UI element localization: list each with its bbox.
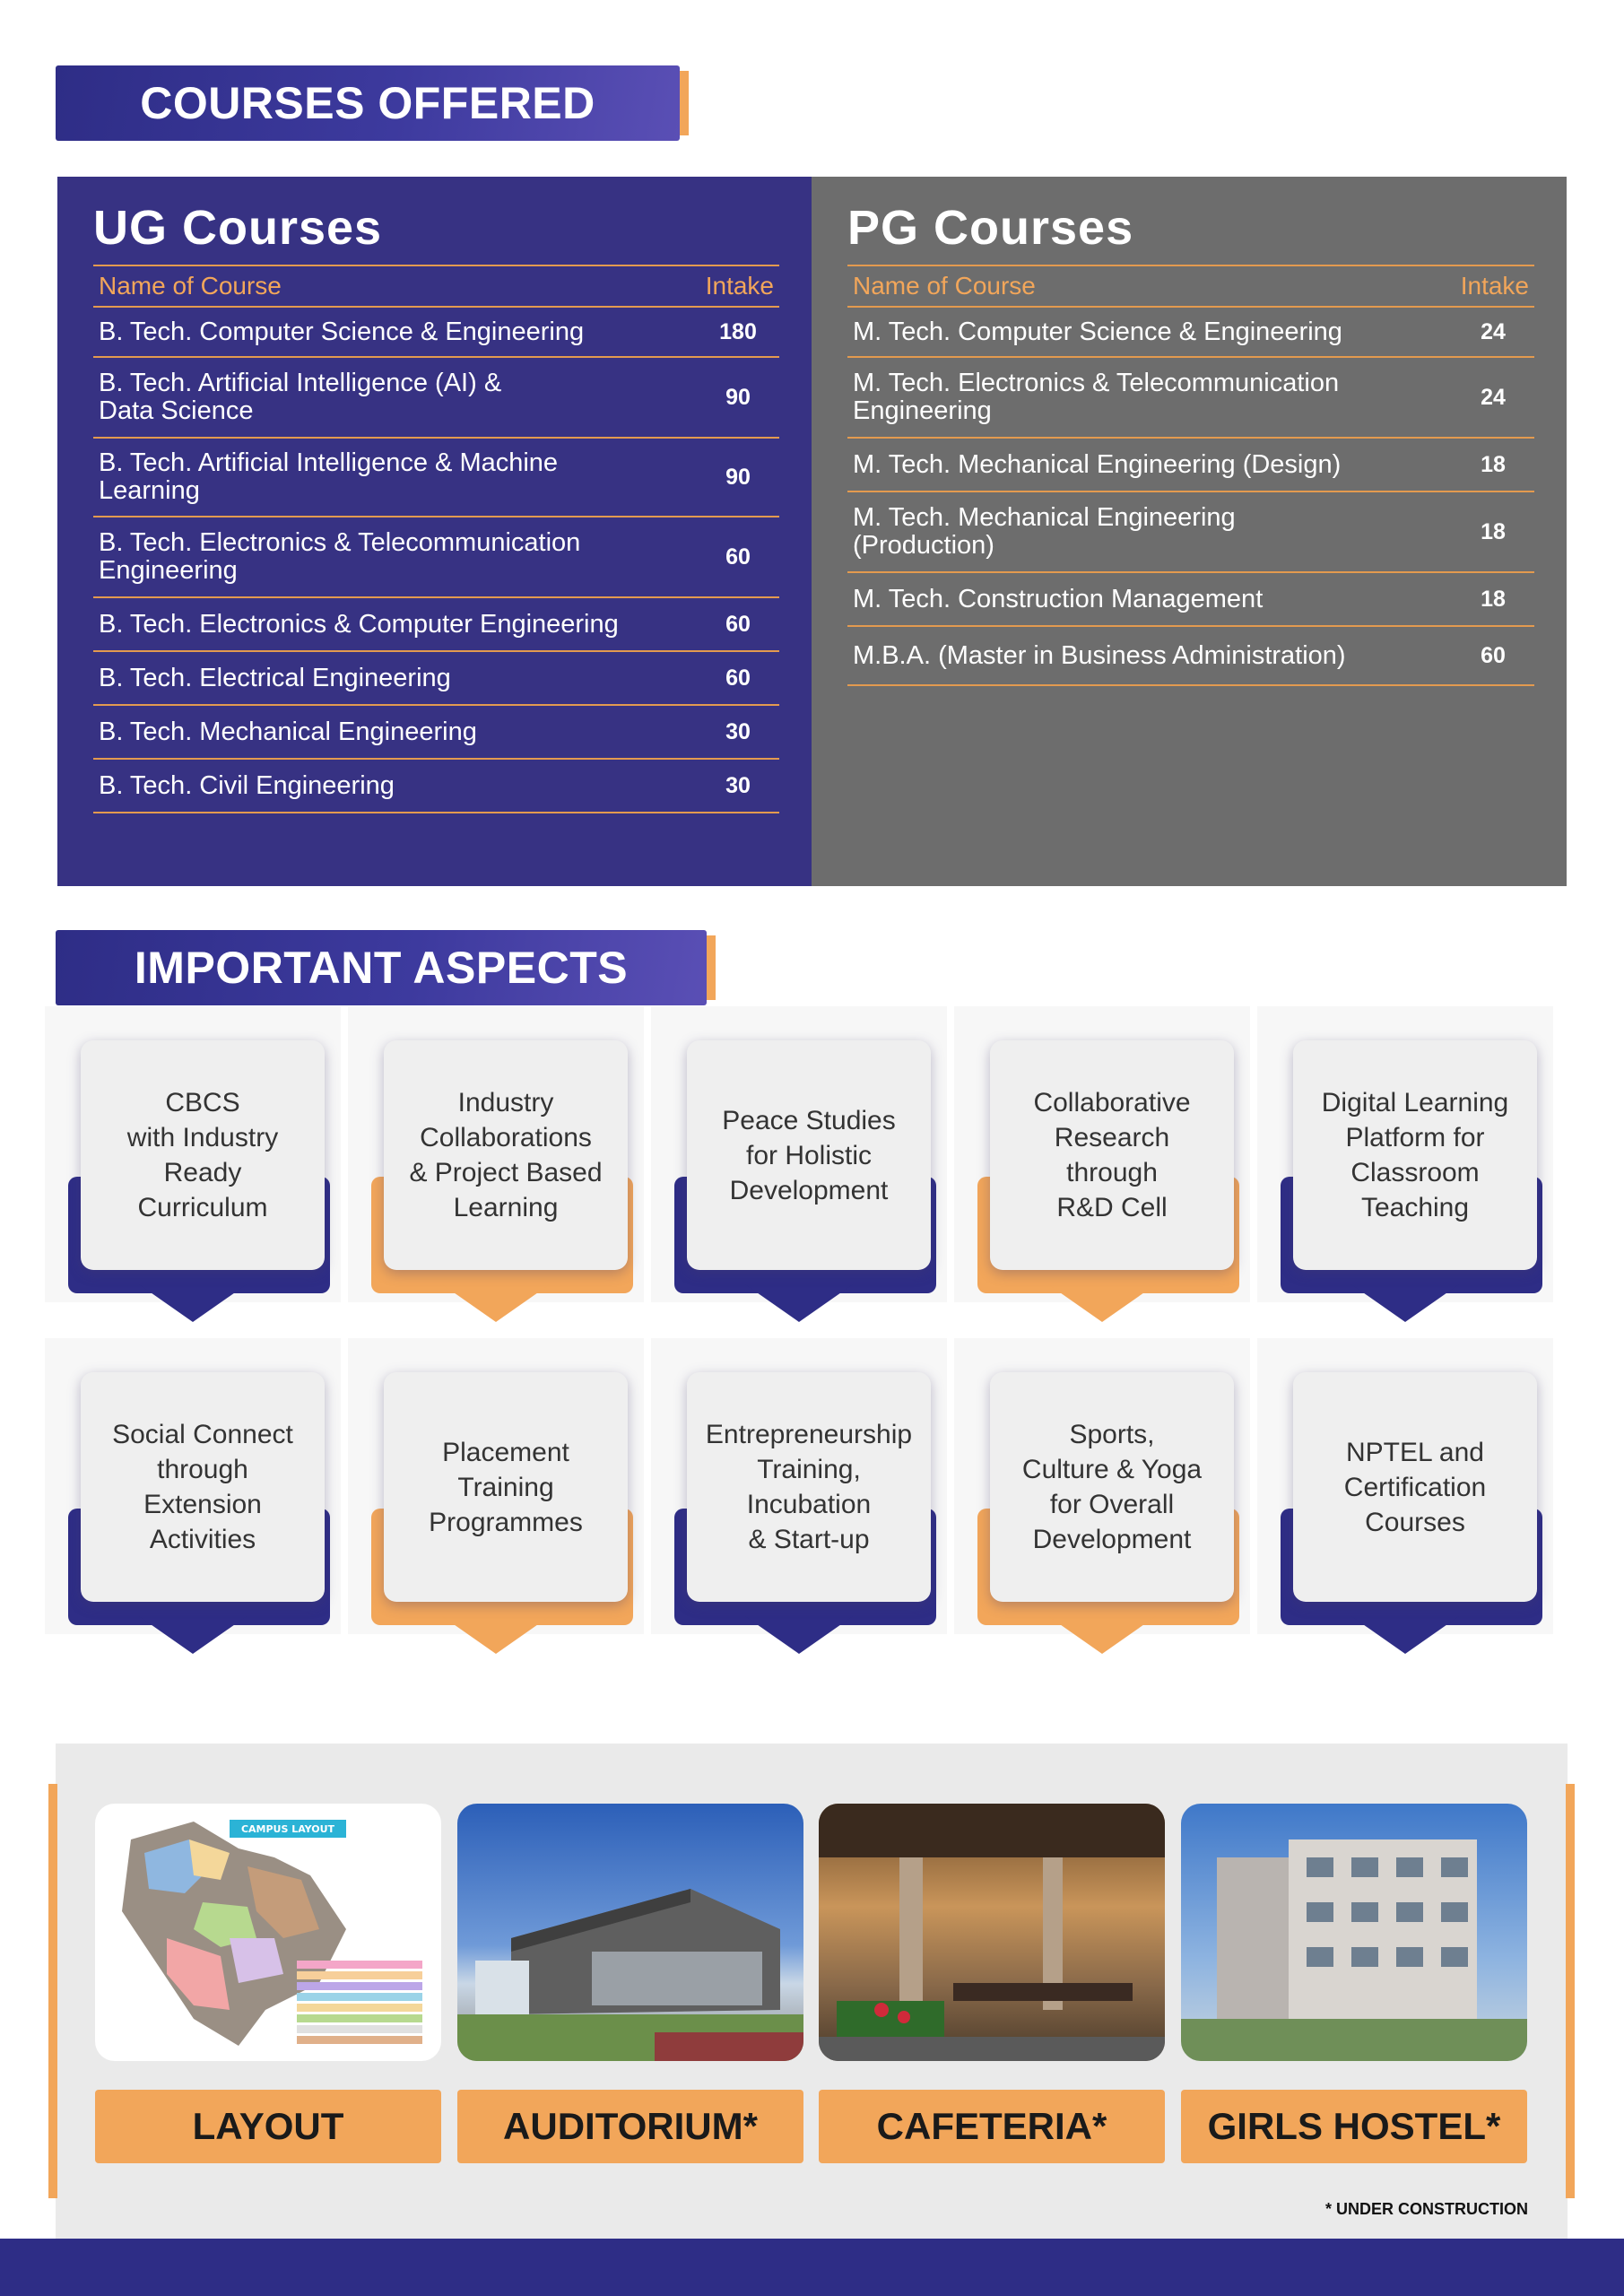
pg-col-name: Name of Course (853, 272, 1036, 300)
course-name: M. Tech. Mechanical Engineering (Production) (853, 503, 1236, 560)
courses-offered-banner (56, 65, 680, 141)
course-name: M. Tech. Mechanical Engineering (Design) (853, 449, 1342, 479)
course-intake: 60 (725, 611, 751, 637)
girls-hostel-label: GIRLS HOSTEL* (1181, 2090, 1527, 2163)
aspect-card-pointer (1351, 1616, 1459, 1654)
aspect-card-text: Industry Collaborations & Project Based Learning (384, 1040, 628, 1270)
course-name: M. Tech. Construction Management (853, 584, 1264, 613)
aspect-card-text: Social Connect through Extension Activities (81, 1372, 325, 1602)
footer-bar (0, 2239, 1624, 2296)
course-panels (57, 177, 1567, 886)
pg-table-header (847, 265, 1534, 308)
campus-map-illustration (95, 1804, 441, 2061)
pg-course-row (847, 439, 1534, 492)
course-intake: 90 (725, 464, 751, 490)
gallery-accent-left (48, 1784, 57, 2198)
campus-layout-image (95, 1804, 441, 2061)
course-name: B. Tech. Electrical Engineering (99, 663, 451, 692)
ug-title: UG Courses (93, 201, 383, 255)
aspect-card (45, 1338, 341, 1634)
course-name: B. Tech. Artificial Intelligence & Machine Learning (99, 448, 559, 505)
course-intake: 18 (1481, 586, 1506, 612)
girls-hostel-illustration (1181, 1804, 1527, 2061)
ug-course-row (93, 652, 779, 706)
course-intake: 60 (1481, 642, 1506, 668)
aspect-card-text: Placement Training Programmes (384, 1372, 628, 1602)
aspect-card-pointer (745, 1616, 853, 1654)
ug-col-name: Name of Course (99, 272, 282, 300)
courses-offered-title: COURSES OFFERED (56, 65, 680, 141)
course-name: M. Tech. Electronics & Telecommunication Engineering (853, 369, 1340, 425)
course-intake: 90 (725, 384, 751, 410)
aspect-card-pointer (745, 1284, 853, 1322)
ug-course-row (93, 439, 779, 517)
gallery-tile-auditorium (457, 1804, 803, 2163)
aspect-card-pointer (1048, 1284, 1156, 1322)
aspect-card-pointer (442, 1616, 550, 1654)
pg-table-body (847, 308, 1534, 686)
important-aspects-banner (56, 930, 707, 1005)
pg-courses-panel (812, 177, 1567, 886)
course-intake: 180 (719, 318, 757, 344)
campus-layout-badge: CAMPUS LAYOUT (240, 1823, 335, 1835)
ug-table-body (93, 308, 779, 813)
aspect-card-text: Peace Studies for Holistic Development (687, 1040, 931, 1270)
course-name: B. Tech. Computer Science & Engineering (99, 317, 585, 346)
course-intake: 24 (1481, 384, 1506, 410)
ug-course-row (93, 706, 779, 760)
cafeteria-image (819, 1804, 1165, 2061)
ug-table-header (93, 265, 779, 308)
ug-course-row (93, 308, 779, 358)
course-intake: 18 (1481, 451, 1506, 477)
pg-course-row (847, 308, 1534, 358)
aspect-card-text: Entrepreneurship Training, Incubation & Start-up (687, 1372, 931, 1602)
ug-course-row (93, 517, 779, 598)
pg-course-row (847, 627, 1534, 686)
aspect-card (45, 1006, 341, 1302)
cafeteria-label: CAFETERIA* (819, 2090, 1165, 2163)
layout-label: LAYOUT (95, 2090, 441, 2163)
aspect-card-pointer (139, 1616, 247, 1654)
aspect-card (954, 1006, 1250, 1302)
aspect-card (1257, 1006, 1553, 1302)
course-intake: 18 (1481, 518, 1506, 544)
aspect-card (1257, 1338, 1553, 1634)
course-intake: 30 (725, 772, 751, 798)
aspect-card (651, 1006, 947, 1302)
course-name: B. Tech. Civil Engineering (99, 770, 395, 800)
course-intake: 60 (725, 544, 751, 570)
pg-title: PG Courses (847, 201, 1134, 255)
aspect-card-pointer (139, 1284, 247, 1322)
aspect-card (348, 1006, 644, 1302)
ug-col-intake: Intake (705, 272, 774, 300)
aspect-card-text: Collaborative Research through R&D Cell (990, 1040, 1234, 1270)
pg-course-row (847, 573, 1534, 627)
important-aspects-title: IMPORTANT ASPECTS (56, 930, 707, 1005)
aspect-card-text: NPTEL and Certification Courses (1293, 1372, 1537, 1602)
gallery-tile-cafeteria (819, 1804, 1165, 2163)
aspect-card-pointer (1351, 1284, 1459, 1322)
ug-course-row (93, 598, 779, 652)
auditorium-illustration (457, 1804, 803, 2061)
course-name: B. Tech. Mechanical Engineering (99, 717, 477, 746)
ug-course-row (93, 760, 779, 813)
aspect-card-text: Sports, Culture & Yoga for Overall Development (990, 1372, 1234, 1602)
pg-col-intake: Intake (1460, 272, 1529, 300)
gallery-tile-layout (95, 1804, 441, 2163)
campus-gallery (56, 1744, 1568, 2239)
gallery-tile-girls-hostel (1181, 1804, 1527, 2163)
aspect-card-pointer (442, 1284, 550, 1322)
course-name: M.B.A. (Master in Business Administration) (853, 640, 1346, 670)
girls-hostel-image (1181, 1804, 1527, 2061)
aspect-card (954, 1338, 1250, 1634)
auditorium-label: AUDITORIUM* (457, 2090, 803, 2163)
aspect-card-text: Digital Learning Platform for Classroom Teaching (1293, 1040, 1537, 1270)
aspect-card (348, 1338, 644, 1634)
ug-course-row (93, 358, 779, 439)
pg-course-row (847, 492, 1534, 573)
pg-course-row (847, 358, 1534, 439)
ug-courses-panel (57, 177, 812, 886)
course-intake: 30 (725, 718, 751, 744)
under-construction-note: * UNDER CONSTRUCTION (1324, 2200, 1528, 2218)
course-name: M. Tech. Computer Science & Engineering (853, 317, 1342, 346)
course-intake: 24 (1481, 318, 1506, 344)
course-name: B. Tech. Artificial Intelligence (AI) & Data Science (99, 369, 502, 425)
course-name: B. Tech. Electronics & Telecommunication Engineering (99, 528, 581, 585)
gallery-accent-right (1566, 1784, 1575, 2198)
aspect-card-text: CBCS with Industry Ready Curriculum (81, 1040, 325, 1270)
aspect-card-pointer (1048, 1616, 1156, 1654)
course-name: B. Tech. Electronics & Computer Engineering (99, 609, 619, 639)
auditorium-image (457, 1804, 803, 2061)
aspect-card (651, 1338, 947, 1634)
course-intake: 60 (725, 665, 751, 691)
cafeteria-illustration (819, 1804, 1165, 2061)
